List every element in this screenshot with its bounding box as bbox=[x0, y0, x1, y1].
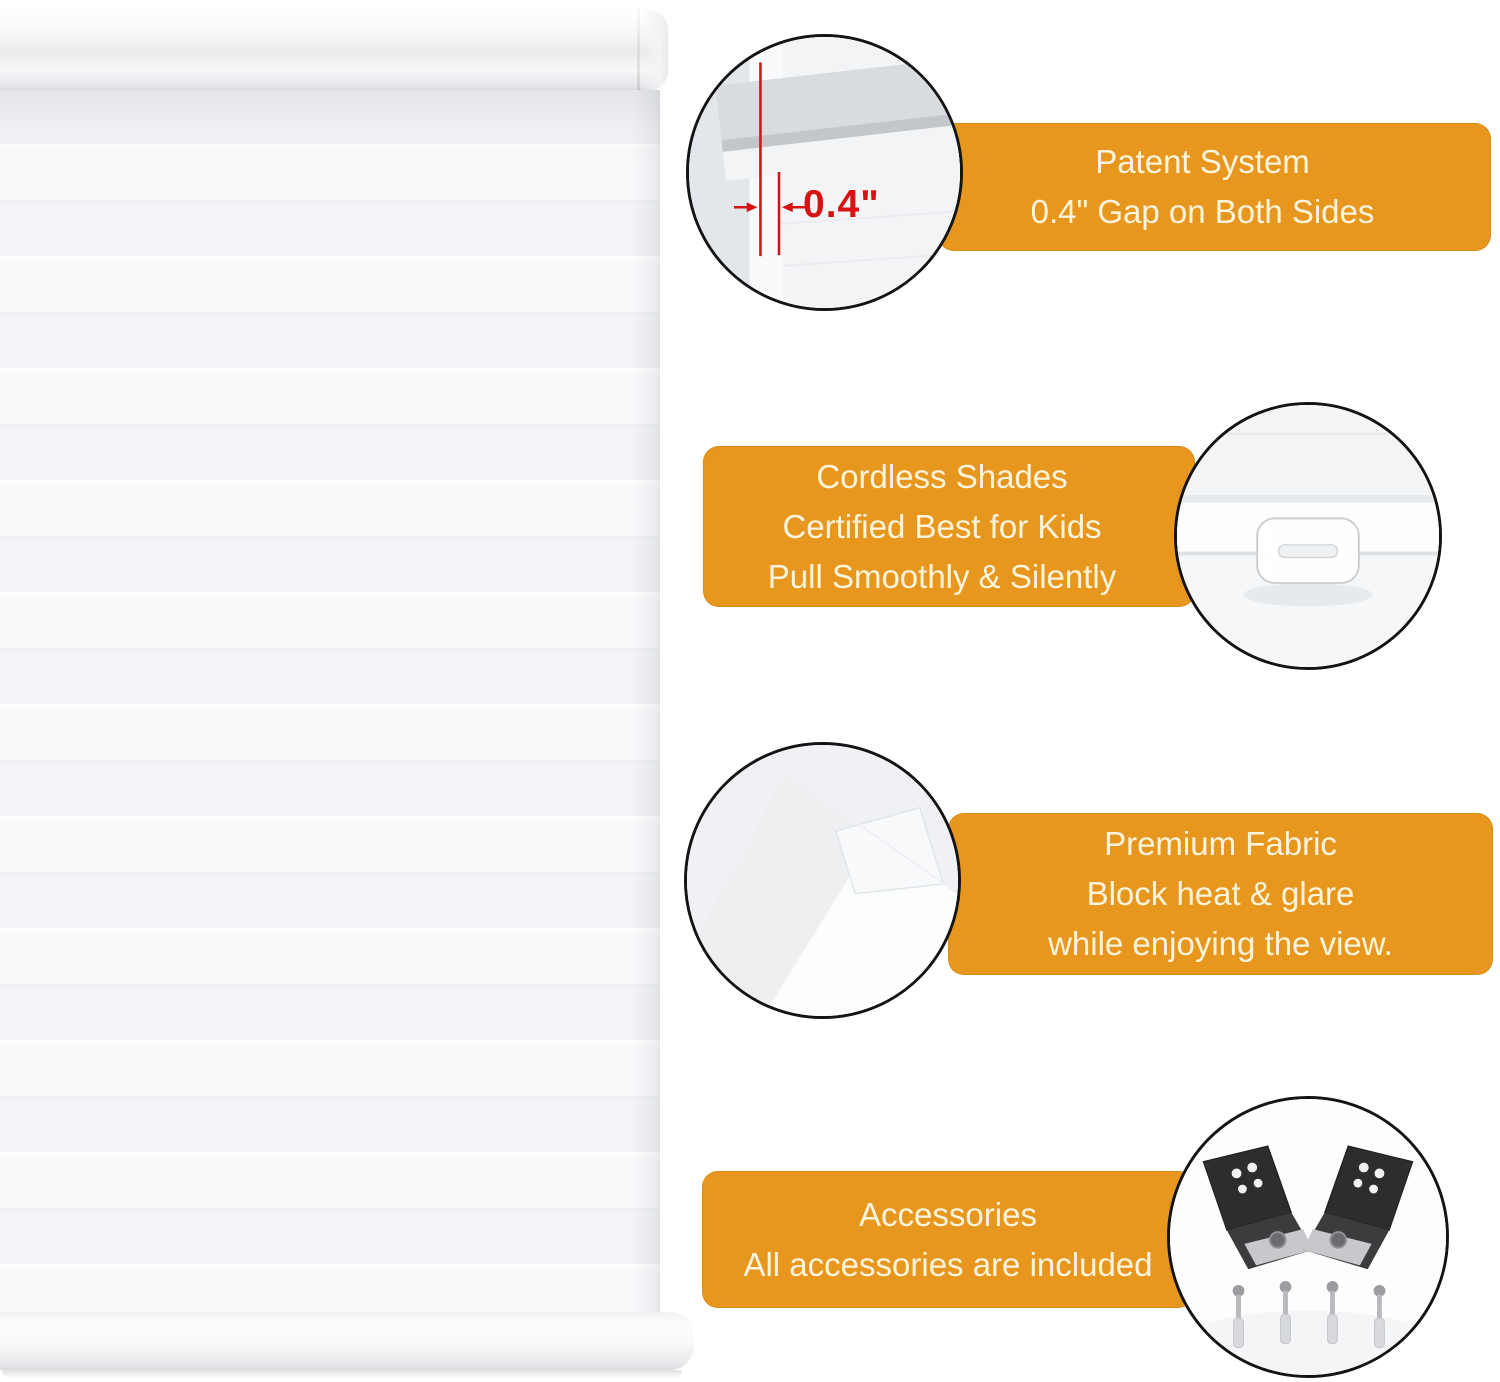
pull-tab bbox=[1257, 518, 1359, 583]
feature-line: Premium Fabric bbox=[1104, 825, 1337, 862]
feature-line: Certified Best for Kids bbox=[782, 507, 1102, 545]
brackets-and-screws-illustration bbox=[1170, 1099, 1446, 1375]
feature-line: All accessories are included bbox=[743, 1245, 1153, 1283]
feature-line: Patent System bbox=[1095, 143, 1310, 180]
feature-banner-premium-fabric bbox=[948, 813, 1493, 975]
feature-line: 0.4" Gap on Both Sides bbox=[1030, 193, 1375, 230]
gap-measurement-label: 0.4" bbox=[803, 183, 880, 226]
feature-line: Pull Smoothly & Silently bbox=[767, 557, 1117, 595]
feature-line: while enjoying the view. bbox=[1048, 925, 1393, 962]
shade-bottom-rail bbox=[0, 1312, 694, 1370]
feature-line: Accessories bbox=[859, 1195, 1037, 1233]
shade-headrail bbox=[0, 8, 668, 92]
feature-banner-patent-system bbox=[938, 123, 1491, 251]
accessories-photo bbox=[1167, 1096, 1449, 1378]
feature-banner-cordless bbox=[703, 446, 1195, 607]
fabric-closeup-photo bbox=[684, 742, 961, 1019]
feature-line: Cordless Shades bbox=[816, 457, 1068, 495]
fabric-fold-illustration bbox=[687, 745, 958, 1016]
pull-tab-illustration bbox=[1177, 405, 1439, 667]
shade-fabric bbox=[0, 90, 660, 1312]
gap-closeup-photo bbox=[686, 34, 963, 311]
feature-line: Block heat & glare bbox=[1086, 875, 1355, 912]
pull-tab-closeup-photo bbox=[1174, 402, 1442, 670]
gap-closeup-illustration bbox=[689, 37, 960, 308]
feature-banner-accessories bbox=[702, 1171, 1194, 1308]
